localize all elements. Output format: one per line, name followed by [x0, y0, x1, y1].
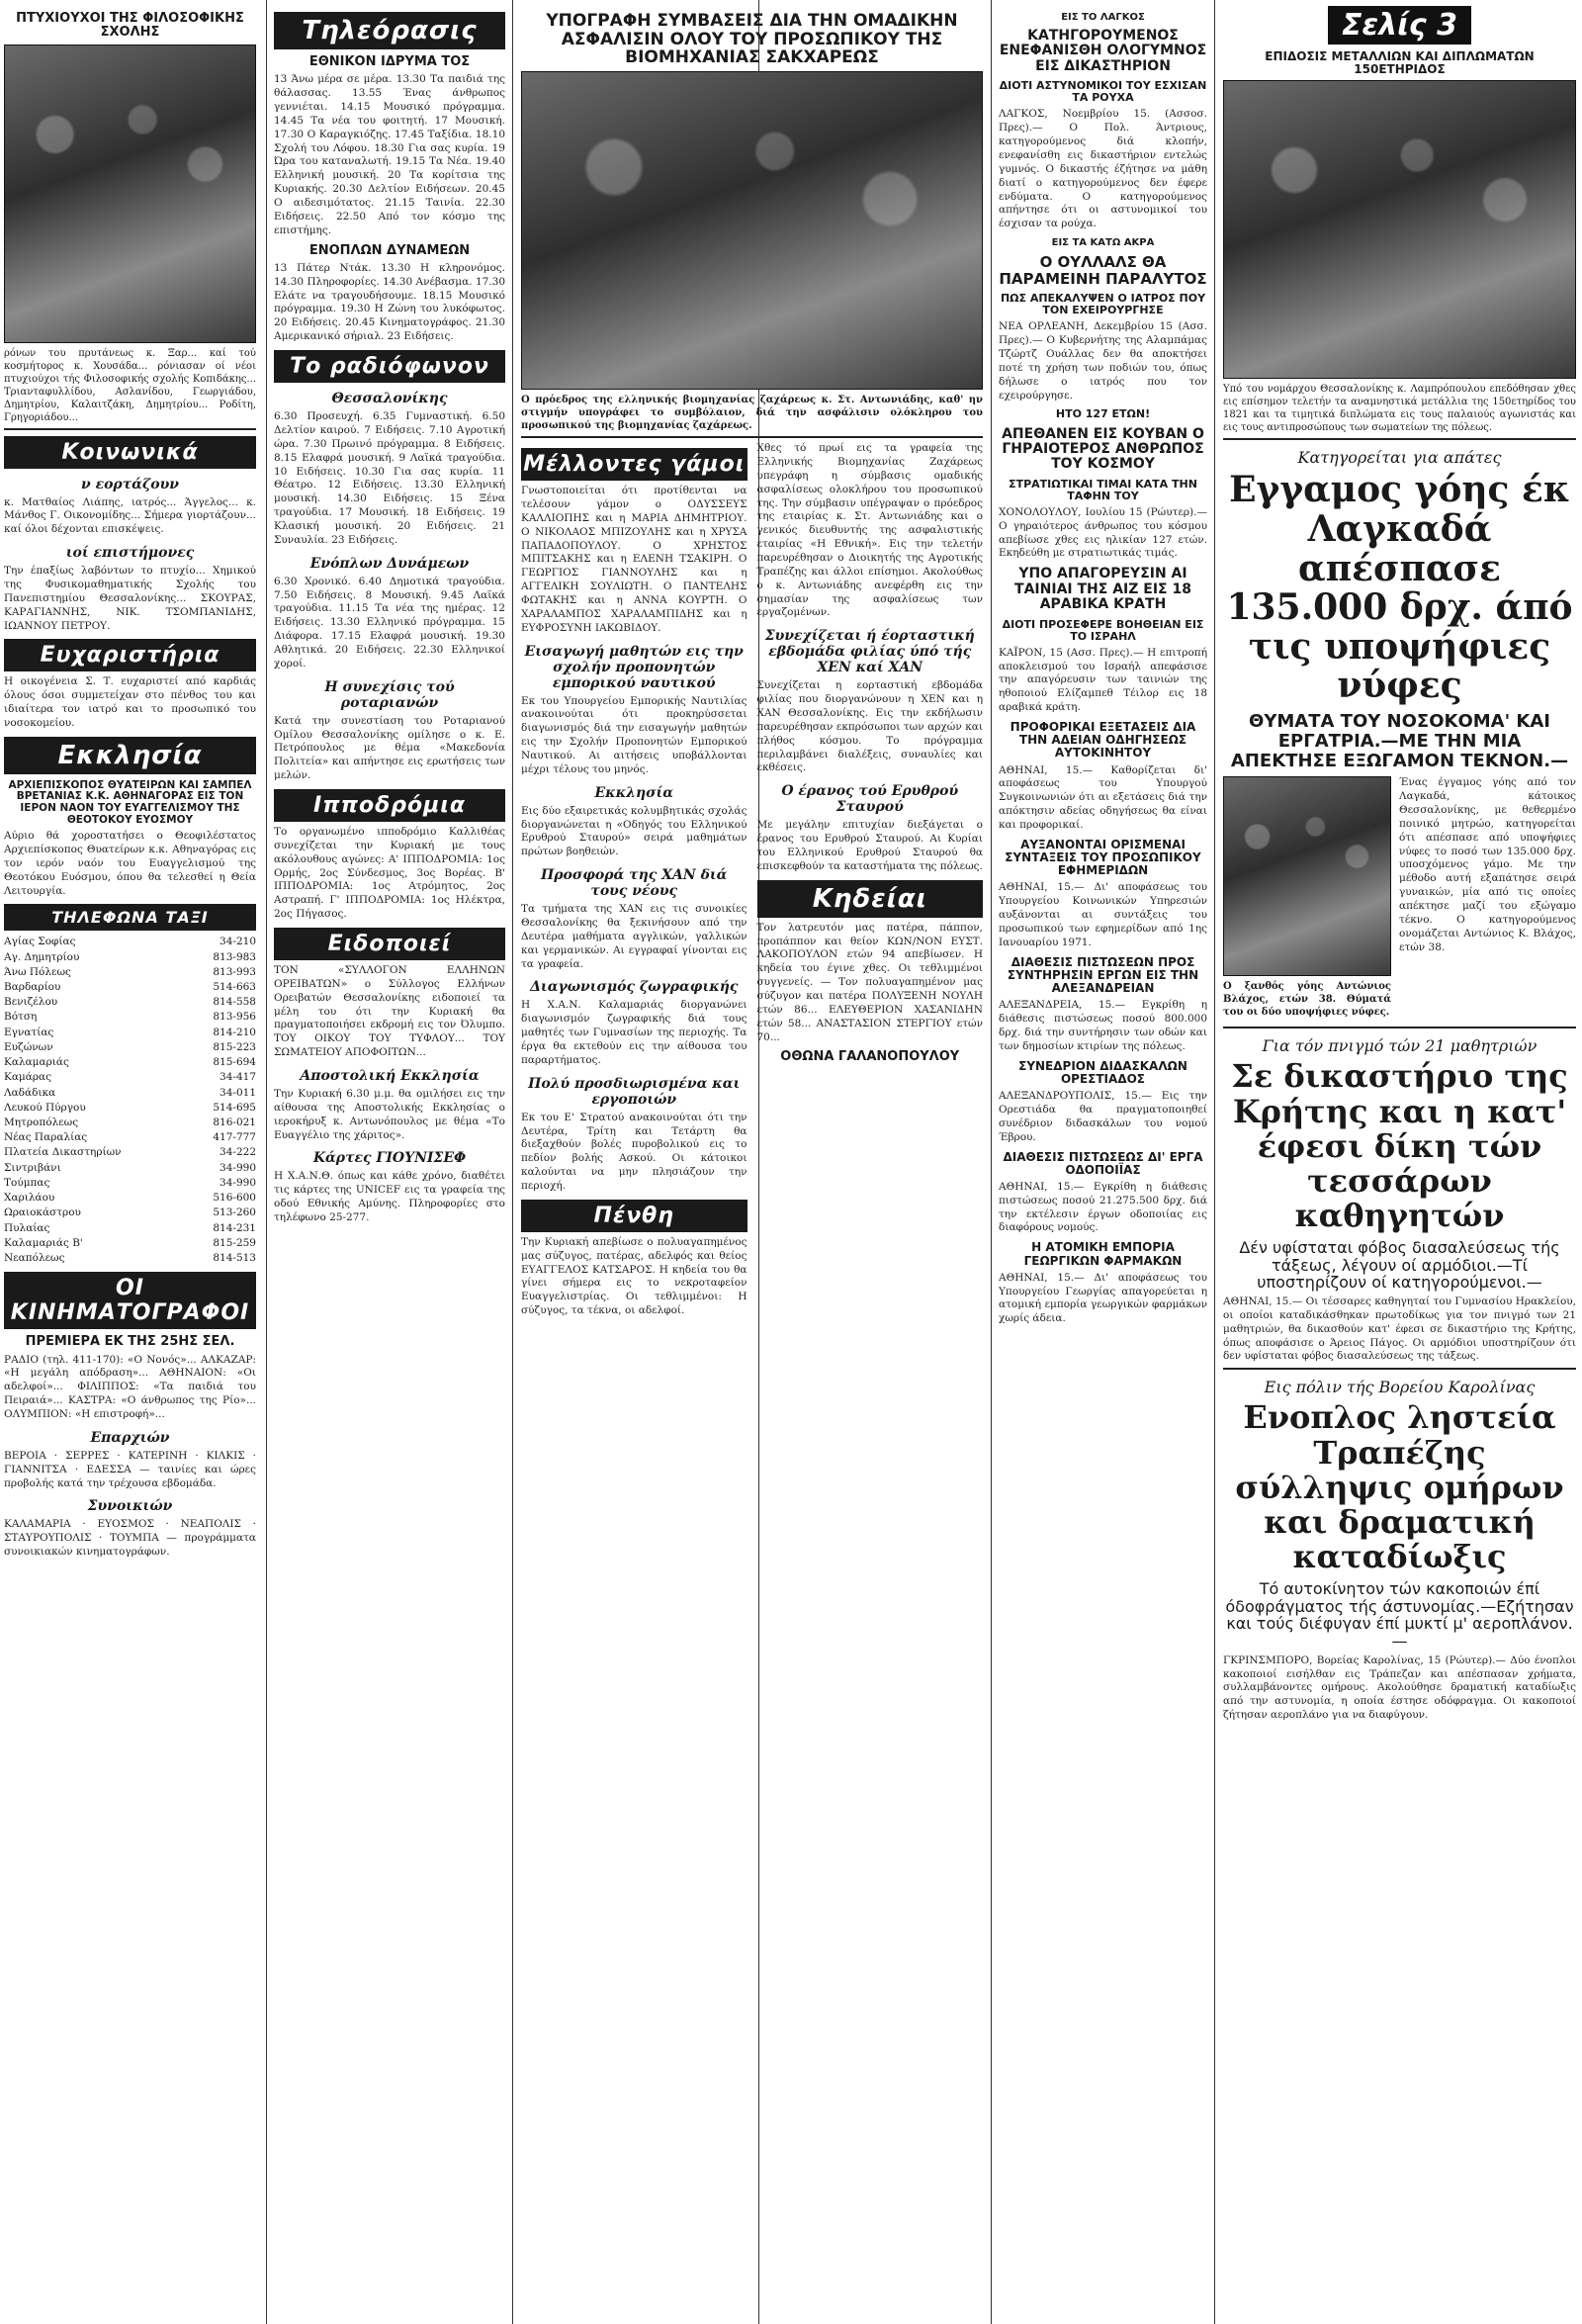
- page-number-tag: Σελίς 3: [1328, 6, 1471, 45]
- provinces-text: ΒΕΡΟΙΑ · ΣΕΡΡΕΣ · ΚΑΤΕΡΙΝΗ · ΚΙΛΚΙΣ · ΓΙΑΝΝΙΤΣΑ · ΕΔΕΣΣΑ — ταινίες και ώρες προβολής κατά την τρέχουσα εβδομάδα.: [4, 1449, 256, 1489]
- radio-armed-forces-text: 6.30 Χρονικό. 6.40 Δημοτικά τραγούδια. 7.50 Ειδήσεις. 8 Μουσική. 9.45 Λαϊκά τραγούδια. 11.15 Τα νέα της ημέρας. 12 Ειδήσεις. 13.30 Ελληνικό πρόγραμμα. 15 Διάφορα. 17.15 Ελαφρά μουσική. 19.30 Αθλητικά. 20 Ειδήσεις. 22.30 Ελληνικοί χοροί.: [274, 575, 505, 670]
- tv-banner: Τηλεόρασις: [274, 12, 505, 49]
- name-days-title: ν εορτάζουν: [81, 476, 179, 492]
- phone-row: Πλατεία Δικαστηρίων 34-222: [4, 1146, 256, 1159]
- road-works-title: ΔΙΑΘΕΣΙΣ ΠΙΣΤΩΣΕΩΣ ΔΙ' ΕΡΓΑ ΟΔΟΠΟΙΪΑΣ: [1003, 1149, 1203, 1177]
- suburbs-title: Συνοικιών: [87, 1498, 173, 1515]
- phone-row: Αγίας Σοφίας 34-210: [4, 936, 256, 948]
- tv-yened-text: 13 Πάτερ Ντάκ. 13.30 Η κληρονόμος. 14.30 Πληροφορίες. 14.30 Ανέβασμα. 17.30 Ελάτε να τραγουδήσουμε. 18.15 Μουσικό πρόγραμμα. 19.30 Η Ζώνη του λυκόφωτος. 20 Ειδήσεις. 20.45 Κινηματογράφος. 21.30 Αμερικανικό σήριαλ. 23 Ειδήσεις.: [274, 261, 505, 343]
- racing-banner: Ιπποδρόμια: [274, 789, 505, 822]
- medals-photo: [1223, 80, 1576, 379]
- taxi-phones-banner: ΤΗΛΕΦΩΝΑ ΤΑΞΙ: [4, 904, 256, 931]
- red-cross-fund-title: Ο έρανος τού Ερυθρού Σταυρού: [781, 783, 959, 816]
- social-banner: Κοινωνικά: [4, 436, 256, 469]
- oldest-man-kicker: ΗΤΟ 127 ΕΤΩΝ!: [1055, 407, 1151, 421]
- notices-banner: Ειδοποιεί: [274, 928, 505, 960]
- funerals-banner: Κηδείαι: [757, 880, 984, 918]
- driving-exams-text: ΑΘΗΝΑΙ, 15.— Καθορίζεται δι' αποφάσεως του Υπουργού Συγκοινωνιών ότι αι εξετάσεις διά την απόκτησιν αδείας οδηγήσεως θα είναι και προφορικαί.: [999, 763, 1207, 831]
- new-scientists-title: ιοί επιστήμονες: [65, 545, 195, 562]
- phone-row: Μητροπόλεως 816-021: [4, 1117, 256, 1129]
- future-weddings-banner: Μέλλοντες γάμοι: [521, 448, 747, 481]
- oldest-man-title: ΑΠΕΘΑΝΕΝ ΕΙΣ ΚΟΥΒΑΝ Ο ΓΗΡΑΙΟΤΕΡΟΣ ΑΝΘΡΩΠΟΣ ΤΟΥ ΚΟΣΜΟΥ: [1002, 425, 1204, 473]
- crete-trial-subheadline: Δέν υφίσταται φόβος διασαλεύσεως τής τάξεως, λέγουν οί αρμόδιοι.—Τί υποστηρίζουν οί κατηγορούμενοι.—: [1239, 1238, 1560, 1293]
- radio-armed-forces-title: Ενόπλων Δυνάμεων: [309, 555, 470, 572]
- phone-row: Καλαμαριάς 815-694: [4, 1056, 256, 1069]
- red-cross-lessons-title: Εκκλησία: [594, 784, 674, 801]
- sugar-feature: [515, 0, 989, 1322]
- crete-trial-text: ΑΘΗΝΑΙ, 15.— Οι τέσσαρες καθηγηταί του Γυμνασίου Ηρακλείου, οι οποίοι καταδικάσθηκαν πρωτοδίκως για τον πνιγμό των 21 μαθητριών, θα δικασθούν κατ' έφεσι σε δικαστήριο της Κρήτης, όπως αποφάσισε ο Άρειος Πάγος. Οι αρμόδιοι υποστηρίζουν ότι δεν υφίσταται φόβος διασαλεύσεως της τάξεως.: [1223, 1296, 1576, 1363]
- apostolic-church-title: Αποστολική Εκκλησία: [300, 1068, 480, 1084]
- thanks-text: Η οικογένεια Σ. Τ. ευχαριστεί από καρδιάς όλους όσοι συμμετείχαν στο πένθος του και ιδιαίτερα τον ιατρό και το προσωπικό του νοσοκομείου.: [4, 675, 256, 730]
- radio-banner: Το ραδιόφωνον: [274, 350, 505, 383]
- phone-row: Πυλαίας 814-231: [4, 1221, 256, 1234]
- wallace-subtitle: ΠΩΣ ΑΠΕΚΑΛΥΨΕΝ Ο ΙΑΤΡΟΣ ΠΟΥ ΤΟΝ ΕΧΕΙΡΟΥΡΓΗΣΕ: [1000, 292, 1206, 317]
- cinemas-banner: ΟΙ ΚΙΝΗΜΑΤΟΓΡΑΦΟΙ: [4, 1272, 256, 1329]
- column-2: [269, 0, 510, 1229]
- fraud-subheadline: ΘΥΜΑΤΑ ΤΟΥ ΝΟΣΟΚΟΜΑ' ΚΑΙ ΕΡΓΑΤΡΙΑ.—ΜΕ ΤΗΝ ΜΙΑ ΑΠΕΚΤΗΣΕ ΕΞΩΓΑΜΟΝ ΤΕΚΝΟΝ.—: [1230, 710, 1569, 771]
- radio-thessaloniki-title: Θεσσαλονίκης: [331, 391, 448, 407]
- phone-row: Λευκού Πύργου 514-695: [4, 1101, 256, 1114]
- sugar-body-text: Χθες τό πρωί εις τα γραφεία της Ελληνικής Βιομηχανίας Ζαχάρεως υπεγράφη η σύμβασις ομαδικής ασφαλίσεως ολοκλήρου του προσωπικού της. Την σύμβασιν υπέγραψαν ο πρόεδρος της εταιρίας κ. Στ. Αντωνιάδης και ο γενικός διευθυντής της ασφαλιστικής εταιρίας «Η Εθνική». Εις την τελετήν παρευρέθησαν ο Διοικητής της Αγροτικής Τραπέζης και άλλοι επίσημοι. Ακολούθως ο κ. Αντωνιάδης ανεφέρθη εις την σημασίαν της ασφαλίσεως των εργαζομένων.: [756, 442, 983, 619]
- bank-robbery-text: ΓΚΡΙΝΣΜΠΟΡΟ, Βορείας Καρολίνας, 15 (Ρώυτερ).— Δύο ένοπλοι κακοποιοί εισήλθαν εις Τράπεζαν και απέσπασαν χρήματα, συλλαμβάνοντες ομήρους. Ακολούθησε δραματική καταδίωξις από την αστυνομία, η οποία έστησε οδόφραγμα. Οι κακοποιοί ζήτησαν αεροπλάνο για να διαφύγουν.: [1223, 1654, 1576, 1722]
- pesticides-title: Η ΑΤΟΜΙΚΗ ΕΜΠΟΡΙΑ ΓΕΩΡΓΙΚΩΝ ΦΑΡΜΑΚΩΝ: [1023, 1240, 1183, 1268]
- philosophy-graduates-headline: ΠΤΥΧΙΟΥΧΟΙ ΤΗΣ ΦΙΛΟΣΟΦΙΚΗΣ ΣΧΟΛΗΣ: [16, 11, 244, 41]
- lagkos-kicker: ΕΙΣ ΤΟ ΛΑΓΚΟΣ: [1061, 12, 1145, 23]
- phone-row: Λαδάδικα 34-011: [4, 1086, 256, 1099]
- graduates-photo: [4, 45, 256, 343]
- teachers-congress-title: ΣΥΝΕΔΡΙΟΝ ΔΙΔΑΣΚΑΛΩΝ ΟΡΕΣΤΙΑΔΟΣ: [1018, 1058, 1187, 1086]
- pensions-title: ΑΥΞΑΝΟΝΤΑΙ ΟΡΙΣΜΕΝΑΙ ΣΥΝΤΑΞΕΙΣ ΤΟΥ ΠΡΟΣΩΠΙΚΟΥ ΕΦΗΜΕΡΙΔΩΝ: [1005, 837, 1201, 878]
- cinemas-text: ΡΑΔΙΟ (τηλ. 411-170): «Ο Νονός»... ΑΛΚΑΖΑΡ: «Η μεγάλη απόδραση»... ΑΘΗΝΑΙΟΝ: «Οι αδελφοί»... ΦΙΛΙΠΠΟΣ: «Τα παιδιά του Πειραιά»... ΚΑΣΤΡΑ: «Ο άνθρωπος της Ρίο»... ΟΛΥΜΠΙΟΝ: «Η επιστροφή»...: [4, 1353, 256, 1420]
- xan-offer-title: Προσφορά της ΧΑΝ διά τους νέους: [541, 867, 728, 900]
- teachers-congress-text: ΑΛΕΞΑΝΔΡΟΥΠΟΛΙΣ, 15.— Εις την Ορεστιάδα θα πραγματοποιηθεί συνέδριον διδασκάλων του νομού Έβρου.: [999, 1090, 1207, 1143]
- cinemas-sub: ΠΡΕΜΙΕΡΑ ΕΚ ΤΗΣ 25ΗΣ ΣΕΛ.: [25, 1334, 235, 1350]
- mourning-banner: Πένθη: [521, 1200, 747, 1232]
- phone-row: Χαριλάου 516-600: [4, 1192, 256, 1205]
- alexandreia-credits-text: ΑΛΕΞΑΝΔΡΕΙΑ, 15.— Εγκρίθη η διάθεσις πιστώσεως ποσού 800.000 δρχ. διά την συντήρησιν των οδών και των δημοσίων κτιρίων της πόλεως.: [999, 999, 1207, 1052]
- taxi-phones-list: [4, 935, 256, 1266]
- military-honors-title: ΣΤΡΑΤΙΩΤΙΚΑΙ ΤΙΜΑΙ ΚΑΤΑ ΤΗΝ ΤΑΦΗΝ ΤΟΥ: [1009, 477, 1197, 502]
- new-scientists-text: Την έπαξίως λαβόντων το πτυχίο... Χημικού της Φυσικομαθηματικής Σχολής του Πανεπιστημίου Θεσσαλονίκης... ΣΚΟΥΡΑΣ, ΚΑΡΑΓΙΑΝΝΗΣ, ΝΙΚ. ΤΣΟΜΠΑΝΙΔΗΣ, ΙΩΑΝΝΟΥ ΠΕΤΡΟΥ.: [4, 565, 256, 632]
- fraud-kicker: Κατηγορείται για απάτες: [1297, 448, 1502, 468]
- phone-row: Βαρδαρίου 514-663: [4, 981, 256, 994]
- film-ban-subtitle: ΔΙΟΤΙ ΠΡΟΣΕΦΕΡΕ ΒΟΗΘΕΙΑΝ ΕΙΣ ΤΟ ΙΣΡΑΗΛ: [1002, 617, 1204, 643]
- naval-school-text: Εκ του Υπουργείου Εμπορικής Ναυτιλίας ανακοινούται ότι προκηρύσσεται διαγωνισμός διά την εισαγωγήν μαθητών εις την Σχολήν Προπονητών Εμπορικού Ναυτικού. Αι αιτήσεις υποβάλλονται μέχρι τέλους του μηνός.: [521, 694, 747, 775]
- phone-row: Νέας Παραλίας 417-777: [4, 1131, 256, 1144]
- medals-caption: Υπό του νομάρχου Θεσσαλονίκης κ. Λαμπρόπουλου επεδόθησαν χθες εις επίσημον τελετήν τα αναμνηστικά μετάλλια της 150ετηρίδος του 1821 και τα τιμητικά διπλώματα εις τους παλαιούς αγωνιστάς και εις τους αντιπροσώπους των σωματείων της πόλεως.: [1223, 384, 1576, 434]
- rotary-title: Η συνεχίσις τού ροταριανών: [324, 678, 455, 711]
- artillery-text: Εκ του Ε' Στρατού ανακοινούται ότι την Δευτέρα, Τρίτη και Τετάρτη θα διεξαχθούν βολές πυροβολικού εις το πεδίον βολής Ασκού. Οι κάτοικοι καλούνται να μην πλησιάζουν την περιοχή.: [521, 1111, 747, 1192]
- phone-row: Αγ. Δημητρίου 813-983: [4, 950, 256, 963]
- bank-robbery-subheadline: Τό αυτοκίνητον τών κακοποιών έπί όδοφράγματος τής άστυνομίας.—Εζήτησαν και τούς διέφυγαν έπί μυκτί μ' αεροπλάνον.—: [1225, 1579, 1574, 1652]
- red-cross-fund-text: Με μεγάλην επιτυχίαν διεξάγεται ο έρανος του Ερυθρού Σταυρού. Αι Κυρίαι του Ελληνικού Ερυθρού Σταυρού θα επισκεφθούν τα καταστήματα της πόλεως.: [756, 819, 983, 872]
- lagkos-subtitle: ΔΙΟΤΙ ΑΣΤΥΝΟΜΙΚΟΙ ΤΟΥ ΕΣΧΙΣΑΝ ΤΑ ΡΟΥΧΑ: [999, 79, 1207, 105]
- funerals-end-name: ΟΘΩΝΑ ΓΑΛΑΝΟΠΟΥΛΟΥ: [780, 1049, 960, 1065]
- sugar-photo-caption: Ο πρόεδρος της ελληνικής βιομηχανίας ζαχάρεως κ. Στ. Αντωνιάδης, καθ' ην στιγμήν υπογράφει το συμβόλαιον, διά την ασφάλισιν ολόκληρου του προσωπικού της βιομηχανίας ζαχάρεως.: [521, 395, 983, 432]
- provinces-title: Επαρχιών: [90, 1429, 170, 1446]
- church-headline: ΑΡΧΙΕΠΙΣΚΟΠΟΣ ΘΥΑΤΕΙΡΩΝ ΚΑΙ ΣΑΜΠΕΛ ΒΡΕΤΑΝΙΑΣ Κ.Κ. ΑΘΗΝΑΓΟΡΑΣ ΕΙΣ ΤΟΝ ΙΕΡΟΝ ΝΑΟΝ ΤΟΥ ΕΥΑΓΓΕΛΙΣΜΟΥ ΤΗΣ ΘΕΟΤΟΚΟΥ ΕΥΟΣΜΟΥ: [8, 778, 252, 826]
- radio-thessaloniki-text: 6.30 Προσευχή. 6.35 Γυμναστική. 6.50 Δελτίον καιρού. 7 Ειδήσεις. 7.10 Αγροτική ώρα. 7.30 Πρωινό πρόγραμμα. 8 Ειδήσεις. 8.15 Ελαφρά μουσική. 9 Λαϊκά τραγούδια. 10 Ειδήσεις. 10.30 Για σας κυρία. 11 Θέατρο. 12 Ειδήσεις. 13.30 Ελληνική μουσική. 14.30 Ειδήσεις. 15 Ξένα τραγούδια. 17 Μουσική. 18 Ειδήσεις. 19 Κλασική μουσική. 20 Ειδήσεις. 21 Συναυλία. 23 Ειδήσεις.: [274, 410, 505, 546]
- lagkos-title: ΚΑΤΗΓΟΡΟΥΜΕΝΟΣ ΕΝΕΦΑΝΙΣΘΗ ΟΛΟΓΥΜΝΟΣ ΕΙΣ ΔΙΚΑΣΤΗΡΙΟΝ: [999, 28, 1207, 74]
- friendship-week-text: Συνεχίζεται η εορταστική εβδομάδα φιλίας που διοργανώνουν η ΧΕΝ και η ΧΑΝ Θεσσαλονίκης. Εις την εκδήλωσιν παρευρέθησαν εκπρόσωποι των αρχών και πλήθος κόσμου. Το πρόγραμμα περιλαμβάνει διαλέξεις, συναυλίες και εκθέσεις.: [756, 679, 983, 774]
- unicef-cards-text: Η Χ.Α.Ν.Θ. όπως και κάθε χρόνο, διαθέτει τις κάρτες της UNICEF εις τα γραφεία της οδού Εθνικής Αμύνης. Πληροφορίες στο τηλέφωνο 25-277.: [274, 1170, 505, 1224]
- apostolic-church-text: Την Κυριακή 6.30 μ.μ. θα ομιλήσει εις την αίθουσα της Αποστολικής Εκκλησίας ο ιεροκήρυξ κ. Αντωνόπουλος με θέμα «Το Ευαγγέλιο της χάριτος».: [274, 1088, 505, 1141]
- carolina-kicker: Εις πόλιν τής Βορείου Καρολίνας: [1264, 1378, 1536, 1397]
- xan-offer-text: Τα τμήματα της ΧΑΝ εις τις συνοικίες Θεσσαλονίκης θα ξεκινήσουν από την Δευτέρα μαθήματα αγγλικών, γαλλικών και γερμανικών. Αι εγγραφαί γίνονται εις τα γραφεία.: [521, 903, 747, 970]
- column-1: [0, 0, 262, 1564]
- phone-row: Σιντριβάνι 34-990: [4, 1161, 256, 1174]
- film-ban-title: ΥΠΟ ΑΠΑΓΟΡΕΥΣΙΝ ΑΙ ΤΑΙΝΙΑΙ ΤΗΣ ΑΙΖ ΕΙΣ 18 ΑΡΑΒΙΚΑ ΚΡΑΤΗ: [1014, 566, 1191, 613]
- graduates-caption: ρόνων του πρυτάνεως κ. Ξαρ... καί τού κοσμήτορος κ. Χουσάδα... ρόνιασαν οί νέοι πτυχιούχοι τής Φιλοσοφικής σχολής Κοπιδάκης... Τριανταφυλλίδου, Ασλανίδου, Γεωργιάδου, Δημητρίου, Καλαιτζάκη, Δημητρίου... Ροδίτη, Γρηγοριάδου...: [4, 347, 256, 423]
- drawing-contest-text: Η Χ.Α.Ν. Καλαμαριάς διοργανώνει διαγωνισμόν ζωγραφικής διά τους μαθητές των Γυμνασίων της περιοχής. Τα έργα θα εκτεθούν εις την αίθουσα του παραρτήματος.: [521, 999, 747, 1066]
- fraud-text: Ένας έγγαμος γόης από τον Λαγκαδά, κάτοικος Θεσσαλονίκης, με θεθερμένο ποινικό μητρώο, κατηγορείται ότι απέσπασε από υποψήφιες νύφες το ποσό των 135.000 δρχ. υποσχόμενος γάμο. Με την μέθοδο αυτή εξαπάτησε σειρά γυναικών, μία από τις οποίες απέκτησε μαζί του εξώγαμο τέκνο. Ο κατηγορούμενος ονομάζεται Αντώνιος Κ. Βλάχος, ετών 38.: [1399, 776, 1576, 953]
- road-works-text: ΑΘΗΝΑΙ, 15.— Εγκρίθη η διάθεσις πιστώσεως ποσού 21.275.500 δρχ. διά την εκτέλεσιν έργων οδοποιίας εις διαφόρους νομούς.: [999, 1180, 1207, 1234]
- bank-robbery-headline: Ενοπλος ληστεία Τραπέζης σύλληψις ομήρων και δραματική καταδίωξις: [1235, 1398, 1564, 1576]
- pensions-text: ΑΘΗΝΑΙ, 15.— Δι' αποφάσεως του Υπουργείου Κοινωνικών Υπηρεσιών αυξάνονται αι συντάξεις του προσωπικού των εφημερίδων από 1ης Ιανουαρίου 1971.: [999, 881, 1207, 948]
- thanks-banner: Ευχαριστήρια: [4, 639, 256, 671]
- funerals-text: Τον λατρευτόν μας πατέρα, πάππον, προπάππον και θείον ΚΩΝ/ΝΟΝ ΕΥΣΤ. ΛΑΚΟΠΟΥΛΟΝ ετών 94 απεβίωσεν. Η κηδεία του έγινε χθες. Οι τεθλιμμένοι συγγενείς. — Τον πολυαγαπημένον μας σύζυγον και πατέρα ΠΟΛΥΞΕΝΗ ΝΟΥΛΗ ετών 86... ΕΛΕΥΘΕΡΙΟΝ ΧΑΣΑΝΙΔΗΝ ετών 58... ΑΝΑΣΤΑΣΙΟΝ ΣΤΕΡΓΙΟΥ ετών 70...: [756, 921, 983, 1043]
- notices-text: ΤΟΝ «ΣΥΛΛΟΓΟΝ ΕΛΛΗΝΩΝ ΟΡΕΙΒΑΤΩΝ» ο Σύλλογος Ελλήνων Ορειβατών Θεσσαλονίκης ειδοποιεί τα μέλη του ότι την Κυριακή θα πραγματοποιήσει εκδρομή εις τον Όλυμπο. ΤΟΥ ΟΙΚΟΥ ΤΟΥ ΤΥΦΛΟΥ... ΤΟΥ ΣΩΜΑΤΕΙΟΥ ΑΠΟΦΟΙΤΩΝ...: [274, 963, 505, 1059]
- drowning-kicker: Για τόν πνιγμό τών 21 μαθητριών: [1262, 1036, 1538, 1056]
- phone-row: Βενιζέλου 814-558: [4, 996, 256, 1009]
- alexandreia-credits-title: ΔΙΑΘΕΣΙΣ ΠΙΣΤΩΣΕΩΝ ΠΡΟΣ ΣΥΝΤΗΡΗΣΙΝ ΕΡΓΩΝ ΕΙΣ ΤΗΝ ΑΛΕΞΑΝΔΡΕΙΑΝ: [1007, 954, 1199, 996]
- tv-ert-title: ΕΘΝΙΚΟΝ ΙΔΡΥΜΑ ΤΟΣ: [308, 54, 471, 69]
- pesticides-text: ΑΘΗΝΑΙ, 15.— Δι' αποφάσεως του Υπουργείου Γεωργίας απαγορεύεται η ατομική εμπορία γεωργικών φαρμάκων χωρίς άδεια.: [999, 1271, 1207, 1325]
- wallace-kicker: ΕΙΣ ΤΑ ΚΑΤΩ ΑΚΡΑ: [1051, 237, 1155, 249]
- red-cross-lessons-text: Εις δύο εξαιρετικάς κολυμβητικάς σχολάς διοργανώνεται η «Οδηγός του Ελληνικού Ερυθρού Σταυρού» σειρά μαθημάτων πρώτων βοηθειών.: [521, 804, 747, 858]
- friendship-week-title: Συνεχίζεται ή έορταστική εβδομάδα φιλίας ύπό τής ΧΕΝ καί ΧΑΝ: [764, 628, 975, 676]
- unicef-cards-title: Κάρτες ΓΙΟΥΝΙΣΕΦ: [312, 1150, 467, 1167]
- wallace-text: ΝΕΑ ΟΡΛΕΑΝΗ, Δεκεμβρίου 15 (Ασσ. Πρες).— Ο Κυβερνήτης της Αλαμπάμας Τζώρτζ Ουάλλας δεν θα αποκτήσει ποτέ τη χρήση των ποδιών του, όπως δήλωσε ο ιατρός που τον εχειρούργησε.: [999, 320, 1207, 402]
- suspect-caption: Ο ξανθός γόης Αντώνιος Βλάχος, ετών 38. Θύματά του οι δύο υποψήφιες νύφες.: [1223, 981, 1391, 1019]
- rotary-text: Κατά την συνεστίαση του Ροταριανού Ομίλου Θεσσαλονίκης ομίλησε ο κ. Ε. Πετρόπουλος με θέμα «Μακεδονία Πολιτεία» και απήντησε εις ερωτήσεις των μελών.: [274, 714, 505, 782]
- sugar-headline: ΥΠΟΓΡΑΦΗ ΣΥΜΒΑΣΕΙΣ ΔΙΑ ΤΗΝ ΟΜΑΔΙΚΗΝ ΑΣΦΑΛΙΣΙΝ ΟΛΟΥ ΤΟΥ ΠΡΟΣΩΠΙΚΟΥ ΤΗΣ ΒΙΟΜΗΧΑΝΙΑΣ ΣΑΚΧΑΡΕΩΣ: [546, 11, 958, 68]
- driving-exams-title: ΠΡΟΦΟΡΙΚΑΙ ΕΞΕΤΑΣΕΙΣ ΔΙΑ ΤΗΝ ΑΔΕΙΑΝ ΟΔΗΓΗΣΕΩΣ ΑΥΤΟΚΙΝΗΤΟΥ: [1010, 719, 1196, 760]
- mourning-text: Την Κυριακή απεβίωσε ο πολυαγαπημένος μας σύζυγος, πατέρας, αδελφός και θείος ΕΥΑΓΓΕΛΟΣ ΚΑΤΣΑΡΟΣ. Η κηδεία του θα γίνει σήμερα εις το νεκροταφείον Ευαγγελιστρίας. Οι τεθλιμμένοι: Η σύζυγος, τα τέκνα, οι αδελφοί.: [521, 1235, 747, 1317]
- racing-text: Το οργανωμένο ιπποδρόμιο Καλλιθέας συνεχίζεται την Κυριακή με τους ακόλουθους αγώνες: Α' ΙΠΠΟΔΡΟΜΙΑ: 1ος Ορμής, 2ος Σύνδεσμος, 3ος Βορέας. Β' ΙΠΠΟΔΡΟΜΙΑ: 1ος Ατρόμητος, 2ος Αστραπή. Γ' ΙΠΠΟΔΡΟΜΙΑ: 1ος Ηλέκτρα, 2ος Πήγασος.: [274, 825, 505, 921]
- phone-row: Τούμπας 34-990: [4, 1176, 256, 1189]
- oldest-man-text: ΧΟΝΟΛΟΥΛΟΥ, Ιουλίου 15 (Ρώυτερ).— Ο γηραιότερος άνθρωπος του κόσμου απεβίωσε χθες εις ηλικίαν 127 ετών. Εκηδεύθη με στρατιωτικάς τιμάς.: [999, 505, 1207, 560]
- suburbs-text: ΚΑΛΑΜΑΡΙΑ · ΕΥΟΣΜΟΣ · ΝΕΑΠΟΛΙΣ · ΣΤΑΥΡΟΥΠΟΛΙΣ · ΤΟΥΜΠΑ — προγράμματα συνοικιακών κινηματογράφων.: [4, 1518, 256, 1559]
- sugar-signing-photo: [521, 71, 983, 390]
- medals-headline: ΕΠΙΔΟΣΙΣ ΜΕΤΑΛΛΙΩΝ ΚΑΙ ΔΙΠΛΩΜΑΤΩΝ 150ΕΤΗΡΙΔΟΣ: [1265, 49, 1535, 77]
- phone-row: Βότση 813-956: [4, 1011, 256, 1024]
- name-days-text: κ. Ματθαίος Λιάπης, ιατρός... Άγγελος... κ. Μάνθος Γ. Οικονομίδης... Σήμερα γιορτάζουν... καί όλοι δέχονται επισκέψεις.: [4, 495, 256, 536]
- suspect-portrait: [1223, 776, 1391, 976]
- phone-row: Καλαμαριάς Β' 815-259: [4, 1236, 256, 1249]
- church-banner: Εκκλησία: [4, 737, 256, 774]
- future-weddings-text: Γνωστοποιείται ότι προτίθενται να τελέσουν γάμον ο ΟΔΥΣΣΕΥΣ ΚΑΛΛΙΟΠΗΣ και η ΜΑΡΙΑ ΔΗΜΗΤΡΙΟΥ. Ο ΝΙΚΟΛΑΟΣ ΜΠΙΖΟΥΛΗΣ και η ΧΡΥΣΑ ΠΑΠΑΔΟΠΟΥΛΟΥ. Ο ΧΡΗΣΤΟΣ ΜΠΙΤΣΑΚΗΣ και η ΕΛΕΝΗ ΤΣΑΚΙΡΗ. Ο ΓΕΩΡΓΙΟΣ ΓΙΑΝΝΟΥΛΗΣ και η ΑΓΓΕΛΙΚΗ ΣΟΥΛΙΩΤΗ. Ο ΠΑΝΤΕΛΗΣ ΦΩΤΑΚΗΣ και η ΑΝΝΑ ΚΟΥΡΤΗ. Ο ΧΑΡΑΛΑΜΠΟΣ ΧΑΡΑΛΑΜΠΙΔΗΣ και η ΕΥΦΡΟΣΥΝΗ ΙΑΚΩΒΙΔΟΥ.: [521, 485, 747, 634]
- phone-row: Ευζώνων 815-223: [4, 1040, 256, 1053]
- phone-row: Άνω Πόλεως 813-993: [4, 965, 256, 978]
- lagkos-text: ΛΑΓΚΟΣ, Νοεμβρίου 15. (Ασσοσ. Πρες).— Ο Πολ. Άντριους, κατηγορούμενος διά κλοπήν, ενεφανίσθη εις δικαστήριον εντελώς γυμνός. Ο δικαστής έζήτησε να μάθη διατί ο κατηγορούμενος δεν έφερε ενδύματα. Ο κατηγορούμενος απήντησε ότι οι αστυνομικοί του έσχισαν τα ρούχα.: [999, 108, 1207, 230]
- drawing-contest-title: Διαγωνισμός ζωγραφικής: [530, 979, 739, 996]
- naval-school-title: Εισαγωγή μαθητών εις την σχολήν προπονητών εμπορικού ναυτικού: [524, 643, 744, 691]
- phone-row: Καμάρας 34-417: [4, 1071, 256, 1084]
- tv-ert-text: 13 Άνω μέρα σε μέρα. 13.30 Τα παιδιά της θάλασσας. 13.55 Ένας άνθρωπος γεννιέται. 14.15 Μουσικό πρόγραμμα. 14.45 Τα νέα του φοιτητή. 17 Μουσική. 17.30 Ο Καραγκιόζης. 17.45 Ταξίδια. 18.10 Σχολή του Λόφου. 18.30 Για σας κυρία. 19 Ώρα του καταναλωτή. 19.15 Τα Νέα. 19.40 Ελληνική μουσική. 20 Τα κορίτσια της Κυριακής. 20.30 Δελτίον Ειδήσεων. 20.45 Ο αιδεσιμότατος. 21.15 Ταινία. 22.30 Ειδήσεις. 22.50 Από τον κόσμο της επιστήμης.: [274, 73, 505, 236]
- phone-row: Εγνατίας 814-210: [4, 1026, 256, 1038]
- phone-row: Νεαπόλεως 814-513: [4, 1251, 256, 1264]
- crete-trial-headline: Σε δικαστήριο της Κρήτης και η κατ' έφεσι δίκη τών τεσσάρων καθηγητών: [1231, 1057, 1568, 1235]
- fraud-headline: Εγγαμος γόης έκ Λαγκαδά απέσπασε 135.000 δρχ. άπό τις υποψήφιες νύφες: [1226, 469, 1573, 707]
- tv-yened-title: ΕΝΟΠΛΩΝ ΔΥΝΑΜΕΩΝ: [308, 242, 471, 258]
- phone-row: Ωραιοκάστρου 513-260: [4, 1207, 256, 1219]
- column-5: [994, 0, 1212, 1330]
- wallace-title: Ο ΟΥΛΛΑΛΣ ΘΑ ΠΑΡΑΜΕΙΝΗ ΠΑΡΑΛΥΤΟΣ: [999, 253, 1207, 288]
- film-ban-text: ΚΑΪΡΟΝ, 15 (Ασσ. Πρες).— Η επιτροπή αποκλεισμού του Ισραήλ απεφάσισε την απαγόρευσιν των ταινιών της ηθοποιού Ελίζαμπεθ Τέιλορ εις 18 αραβικά κράτη.: [999, 646, 1207, 714]
- artillery-title: Πολύ προσδιωρισμένα και εργοποιών: [528, 1075, 741, 1108]
- church-text: Αύριο θά χοροστατήσει ο Θεοφιλέστατος Αρχιεπίσκοπος Θυατείρων κ.κ. Αθηναγόρας εις τον ιερόν ναόν του Ευαγγελισμού της Θεοτόκου Ευόσμου, όπου θα τελεσθεί η Θεία Λειτουργία.: [4, 830, 256, 897]
- column-6: [1217, 0, 1582, 1727]
